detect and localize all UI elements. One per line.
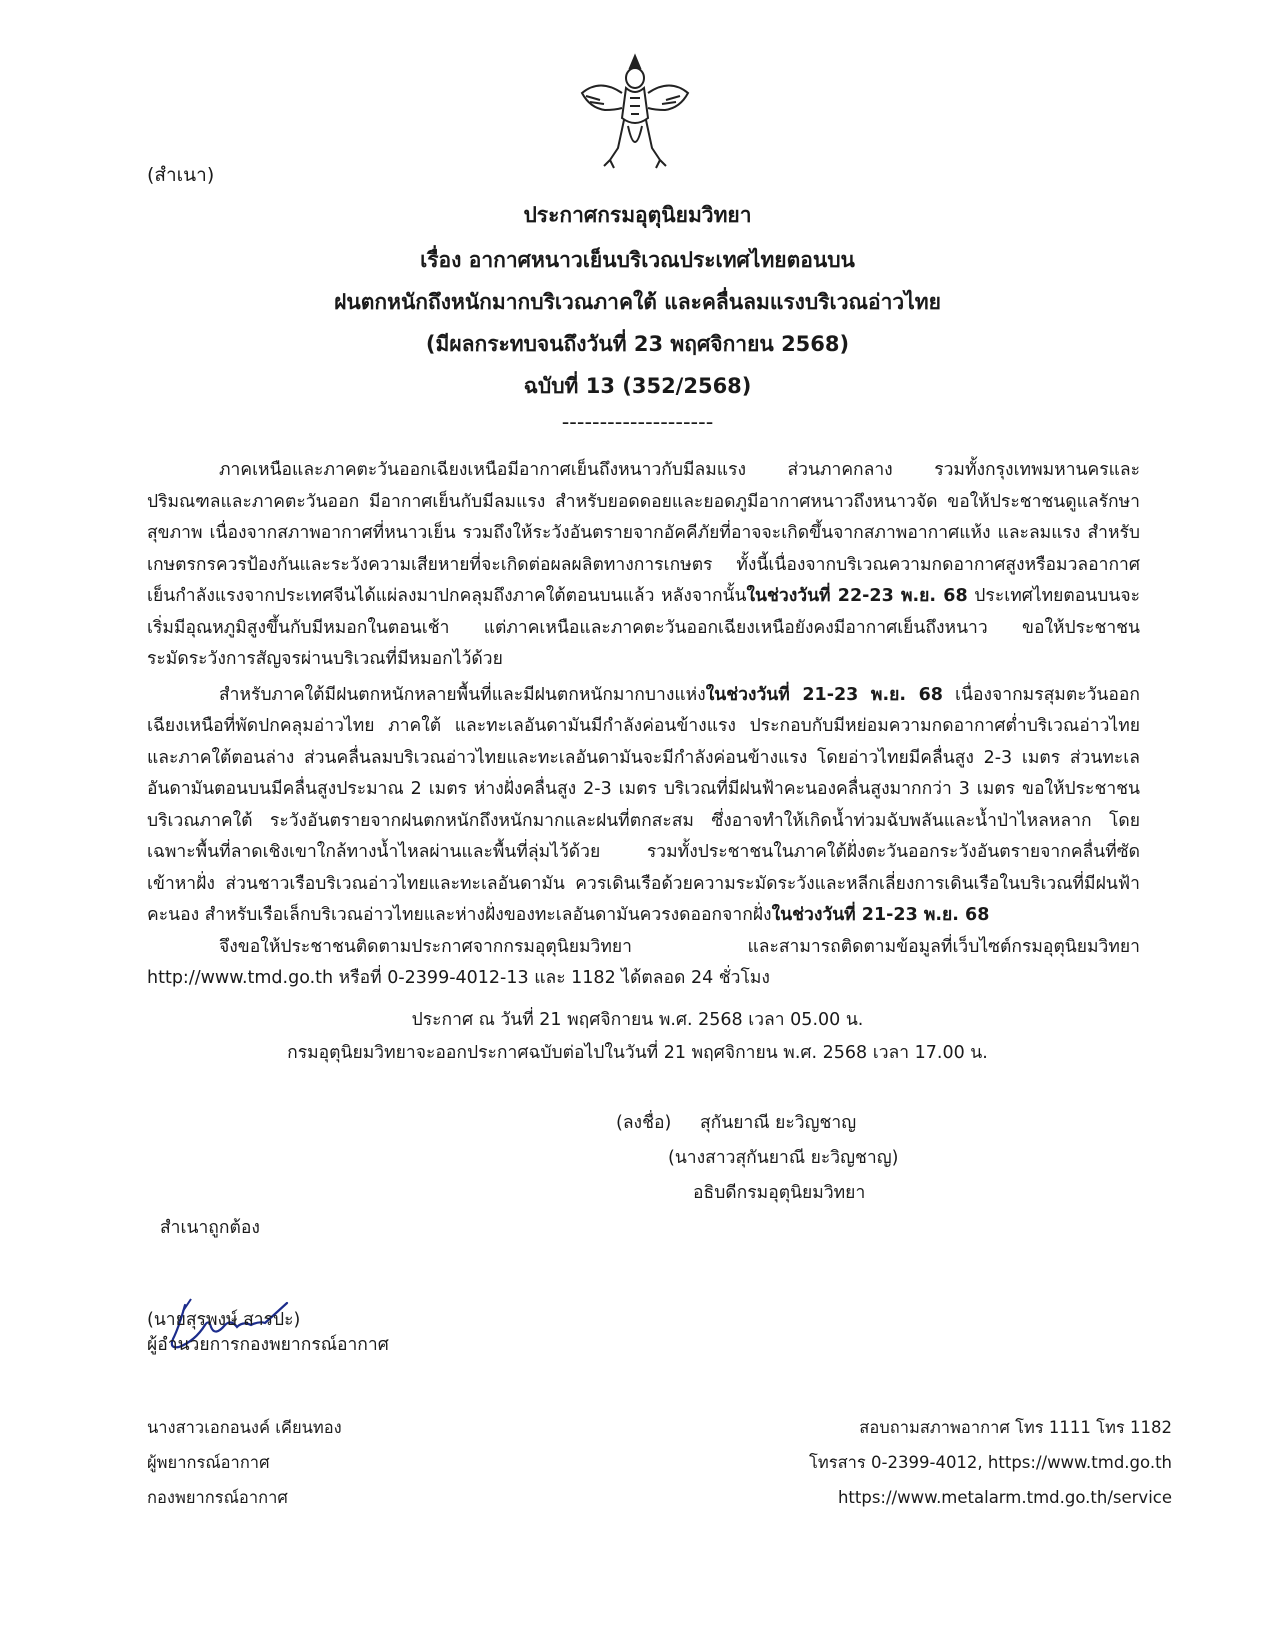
contact-phone: สอบถามสภาพอากาศ โทร 1111 โทร 1182: [859, 1418, 1172, 1437]
contact-fax-website[interactable]: โทรสาร 0-2399-4012, https://www.tmd.go.th: [809, 1453, 1172, 1472]
paragraph-cold-weather: ภาคเหนือและภาคตะวันออกเฉียงเหนือมีอากาศเย็นถึงหนาวกับมีลมแรง ส่วนภาคกลาง รวมทั้งกรุงเทพมหานครและปริมณฑลและภาคตะวันออก มีอากาศเย็นกับมีลมแรง สำหรับยอดดอยและยอดภูมีอากาศหนาวถึงหนาวจัด ขอให้ประชาชนดูแลรักษาสุขภาพ เนื่องจากสภาพอากาศที่หนาวเย็น รวมถึงให้ระวังอันตรายจากอัคคีภัยที่อาจจะเกิดขึ้นจากสภาพอากาศแห้ง และลมแรง สำหรับเกษตรกรควรป้องกันและระวังความเสียหายที่จะเกิดต่อผลผลิตทางการเกษตร ทั้งนี้เนื่องจากบริเวณความกดอากาศสูงหรือมวลอากาศเย็นกำลังแรงจากประเทศจีนได้แผ่ลงมาปกคลุมถึงภาคใต้ตอนบนแล้ว หลังจากนั้นในช่วงวันที่ 22-23 พ.ย. 68 ประเทศไทยตอนบนจะเริ่มมีอุณหภูมิสูงขึ้นกับมีหมอกในตอนเช้า แต่ภาคเหนือและภาคตะวันออกเฉียงเหนือยังคงมีอากาศเย็นถึงหนาว ขอให้ประชาชนระมัดระวังการสัญจรผ่านบริเวณที่มีหมอกไว้ด้วย: [147, 460, 1140, 669]
paragraph-follow-updates: จึงขอให้ประชาชนติดตามประกาศจากกรมอุตุนิยมวิทยา และสามารถติดตามข้อมูลที่เว็บไซต์กรมอุตุนิยมวิทยา http://www.tmd.go.th หรือที่ 0-2399-4012-13 และ 1182 ได้ตลอด 24 ชั่วโมง: [147, 936, 1140, 988]
announce-date: ประกาศ ณ วันที่ 21 พฤศจิกายน พ.ศ. 2568 เวลา 05.00 น.: [411, 1010, 864, 1030]
certifier-position: ผู้อำนวยการกองพยากรณ์อากาศ: [147, 1335, 389, 1355]
effective-until: (มีผลกระทบจนถึงวันที่ 23 พฤศจิกายน 2568): [425, 332, 850, 356]
contact-info: [809, 1410, 1172, 1515]
garuda-emblem-icon: [570, 48, 700, 178]
signer-full-name: (นางสาวสุกันยาณี ยะวิญชาญ): [668, 1148, 899, 1168]
title-divider: --------------------: [561, 410, 714, 434]
announcement-subject-line2: ฝนตกหนักถึงหนักมากบริเวณภาคใต้ และคลื่นลมแรงบริเวณอ่าวไทย: [334, 290, 941, 314]
issue-number: ฉบับที่ 13 (352/2568): [523, 374, 752, 398]
copy-tag: (สำเนา): [147, 164, 215, 186]
forecaster-info: [147, 1410, 342, 1515]
certified-copy-label: สำเนาถูกต้อง: [160, 1218, 260, 1238]
next-issue-notice: กรมอุตุนิยมวิทยาจะออกประกาศฉบับต่อไปในวันที่ 21 พฤศจิกายน พ.ศ. 2568 เวลา 17.00 น.: [287, 1043, 988, 1063]
announcement-title: ประกาศกรมอุตุนิยมวิทยา: [523, 203, 752, 227]
sign-label: (ลงชื่อ): [616, 1113, 672, 1133]
forecaster-name: นางสาวเอกอนงค์ เคียนทอง: [147, 1418, 342, 1437]
contact-service-link[interactable]: https://www.metalarm.tmd.go.th/service: [837, 1488, 1172, 1507]
announcement-subject: เรื่อง อากาศหนาวเย็นบริเวณประเทศไทยตอนบน: [420, 248, 855, 272]
body-paragraphs: [147, 455, 1140, 995]
signer-position: อธิบดีกรมอุตุนิยมวิทยา: [693, 1183, 866, 1203]
forecaster-division: กองพยากรณ์อากาศ: [147, 1488, 288, 1507]
forecaster-role: ผู้พยากรณ์อากาศ: [147, 1453, 270, 1472]
paragraph-heavy-rain: สำหรับภาคใต้มีฝนตกหนักหลายพื้นที่และมีฝนตกหนักมากบางแห่งในช่วงวันที่ 21-23 พ.ย. 68 เนื่องจากมรสุมตะวันออกเฉียงเหนือที่พัดปกคลุมอ่าวไทย ภาคใต้ และทะเลอันดามันมีกำลังค่อนข้างแรง ประกอบกับมีหย่อมความกดอากาศต่ำบริเวณอ่าวไทยและภาคใต้ตอนล่าง ส่วนคลื่นลมบริเวณอ่าวไทยและทะเลอันดามันจะมีกำลังค่อนข้างแรง โดยอ่าวไทยมีคลื่นสูง 2-3 เมตร ส่วนทะเลอันดามันตอนบนมีคลื่นสูงประมาณ 2 เมตร ห่างฝั่งคลื่นสูง 2-3 เมตร บริเวณที่มีฝนฟ้าคะนองคลื่นสูงมากกว่า 3 เมตร ขอให้ประชาชนบริเวณภาคใต้ ระวังอันตรายจากฝนตกหนักถึงหนักมากและฝนที่ตกสะสม ซึ่งอาจทำให้เกิดน้ำท่วมฉับพลันและน้ำป่าไหลหลาก โดยเฉพาะพื้นที่ลาดเชิงเขาใกล้ทางน้ำไหลผ่านและพื้นที่ลุ่มไว้ด้วย รวมทั้งประชาชนในภาคใต้ฝั่งตะวันออกระวังอันตรายจากคลื่นที่ซัดเข้าหาฝั่ง ส่วนชาวเรือบริเวณอ่าวไทยและทะเลอันดามัน ควรเดินเรือด้วยความระมัดระวังและหลีกเลี่ยงการเดินเรือในบริเวณที่มีฝนฟ้าคะนอง สำหรับเรือเล็กบริเวณอ่าวไทยและห่างฝั่งของทะเลอันดามันควรงดออกจากฝั่งในช่วงวันที่ 21-23 พ.ย. 68: [147, 684, 1140, 925]
signer-name: สุกันยาณี ยะวิญชาญ: [700, 1113, 857, 1133]
certifier-name: (นายสุรพงษ์ สารปะ): [147, 1310, 301, 1330]
